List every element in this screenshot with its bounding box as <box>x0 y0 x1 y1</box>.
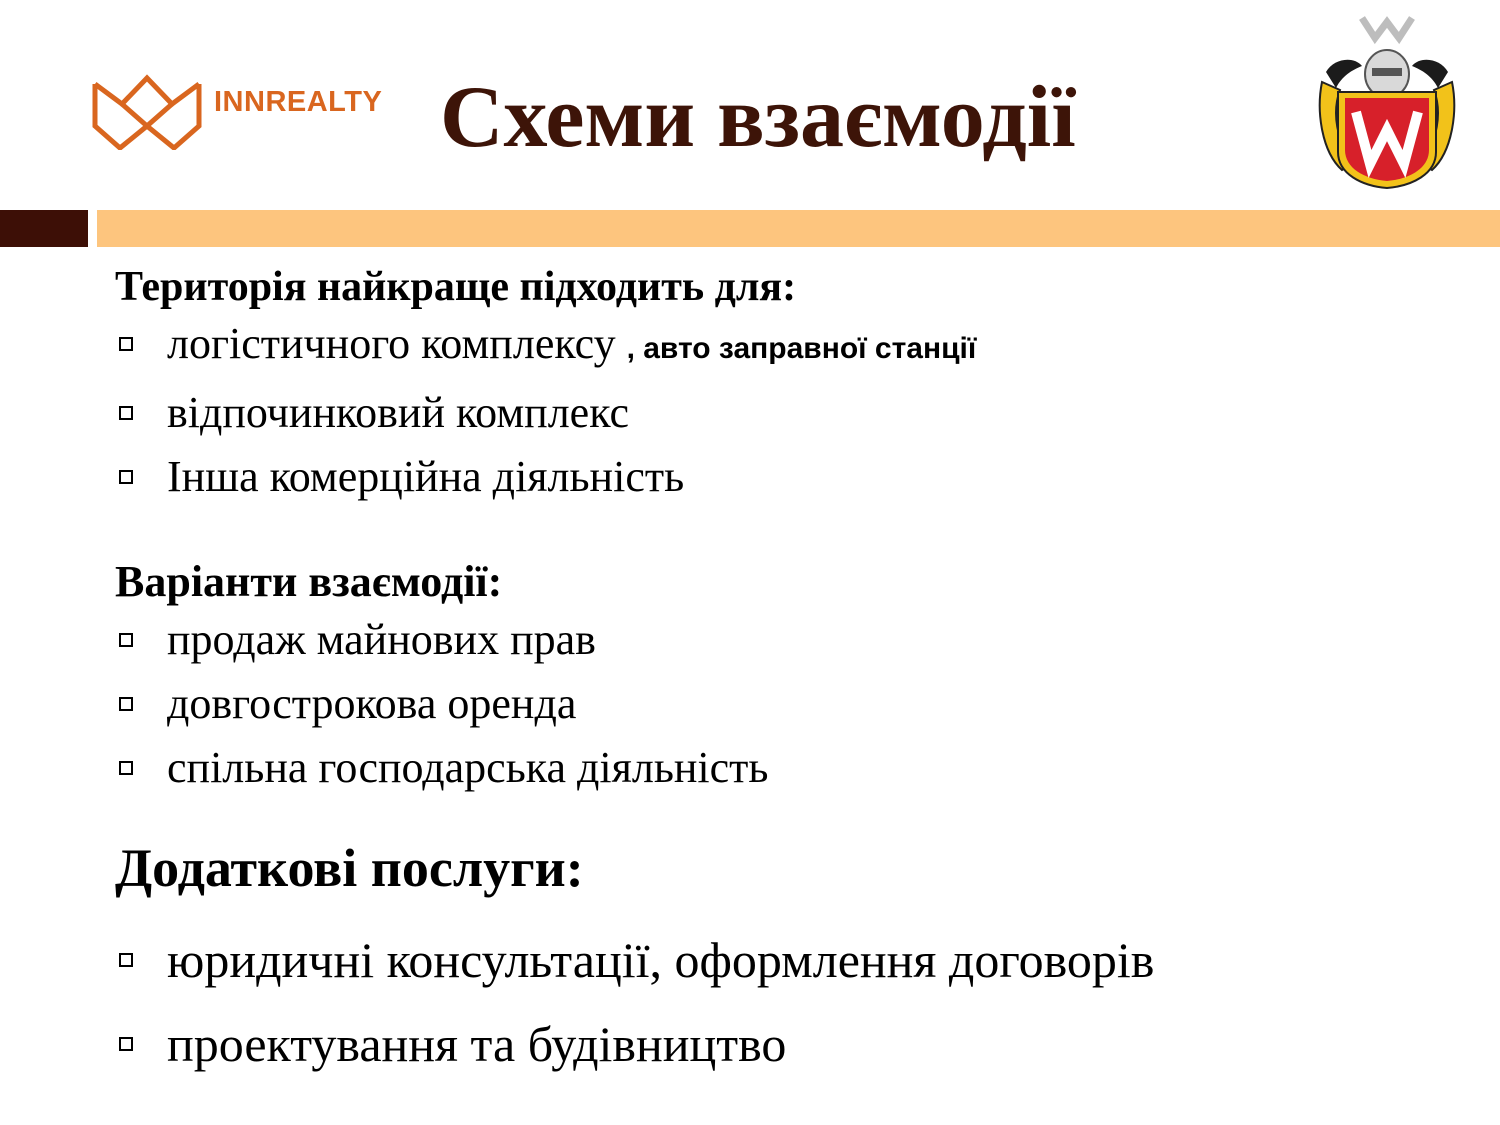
list-item-text: проектування та будівництво <box>167 1016 787 1072</box>
square-bullet-icon <box>119 697 133 711</box>
square-bullet-icon <box>119 406 133 420</box>
list-item-text: довгострокова оренда <box>167 679 577 728</box>
section-additional-services <box>115 836 1154 1086</box>
list-item <box>115 312 976 381</box>
list-item-text: Інша комерційна діяльність <box>167 452 685 501</box>
list-item <box>115 608 768 672</box>
section-heading: Додаткові послуги: <box>115 838 584 898</box>
innrealty-logo <box>92 70 392 150</box>
square-bullet-icon <box>119 633 133 647</box>
list-item-text: логістичного комплексу <box>167 319 616 368</box>
list-item <box>115 381 976 445</box>
section-heading: Варіанти взаємодії: <box>115 557 503 606</box>
innrealty-logo-icon <box>92 72 207 150</box>
header-bar-accent <box>0 210 88 247</box>
square-bullet-icon <box>119 337 133 351</box>
list-item-text: спільна господарська діяльність <box>167 743 769 792</box>
coat-of-arms-icon <box>1312 12 1462 192</box>
square-bullet-icon <box>119 1037 133 1051</box>
list-item <box>115 736 768 800</box>
list-item-text: продаж майнових прав <box>167 615 596 664</box>
list-item-suffix: , авто заправної станції <box>626 332 977 365</box>
square-bullet-icon <box>119 761 133 775</box>
header-bar <box>97 210 1500 247</box>
square-bullet-icon <box>119 953 133 967</box>
logo-text: INNREALTY <box>214 86 383 118</box>
coat-of-arms-logo <box>1312 12 1462 192</box>
list-item-text: юридичні консультації, оформлення договорів <box>167 932 1155 988</box>
list-item <box>115 445 976 509</box>
section-interaction-options <box>115 556 768 800</box>
section-suitable-for <box>115 262 976 509</box>
list-item <box>115 918 1154 1002</box>
square-bullet-icon <box>119 470 133 484</box>
section-heading: Територія найкраще підходить для: <box>115 264 797 310</box>
list-item <box>115 672 768 736</box>
page-title: Схеми взаємодії <box>440 69 1076 166</box>
list-item-text: відпочинковий комплекс <box>167 388 630 437</box>
list-item <box>115 1002 1154 1086</box>
